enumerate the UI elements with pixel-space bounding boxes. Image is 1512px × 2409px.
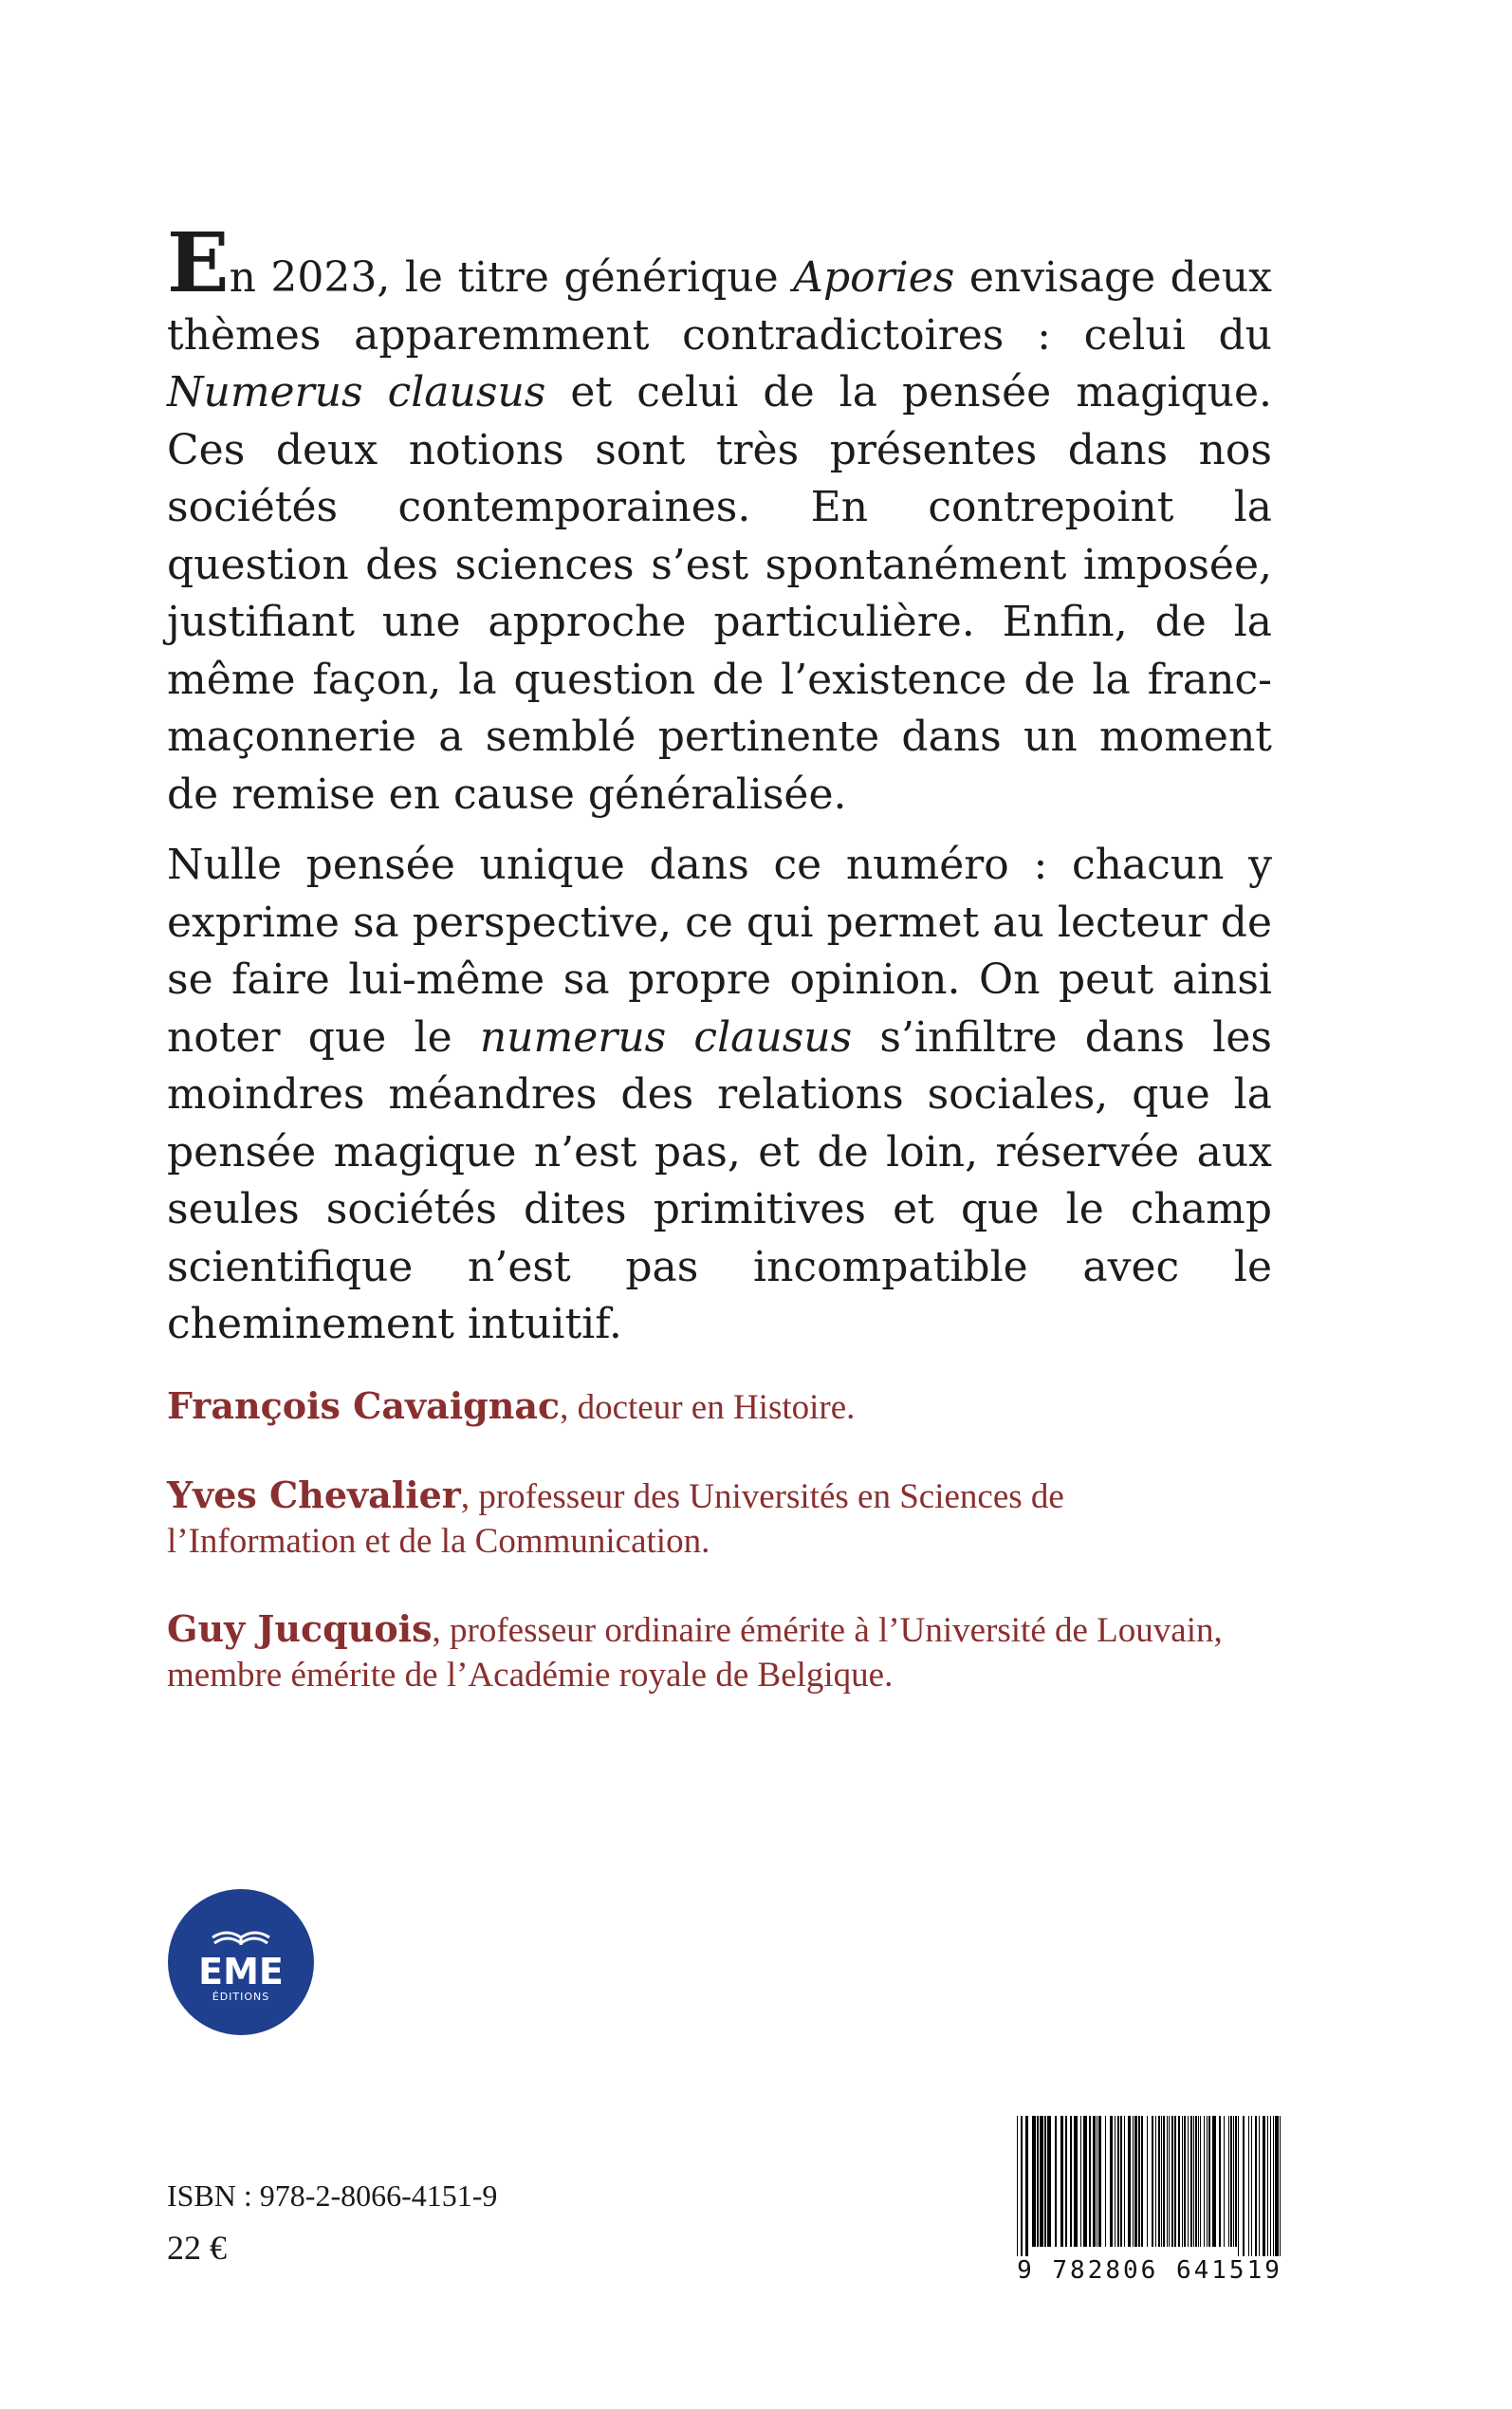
barcode-bar xyxy=(1208,2116,1210,2247)
barcode-bar xyxy=(1158,2116,1160,2247)
barcode-bar xyxy=(1021,2116,1023,2256)
barcode-bar xyxy=(1195,2116,1197,2247)
barcode-number: 9 782806 641519 xyxy=(1017,2256,1282,2285)
author-name: François Cavaignac xyxy=(167,1384,561,1427)
barcode-bar xyxy=(1200,2116,1201,2247)
isbn: ISBN : 978-2-8066-4151-9 xyxy=(167,2178,498,2213)
barcode-bar xyxy=(1089,2116,1091,2247)
barcode-bar xyxy=(1230,2116,1232,2247)
barcode-bar xyxy=(1128,2116,1131,2247)
barcode-bar xyxy=(1184,2116,1186,2247)
barcode-bar xyxy=(1161,2116,1162,2247)
barcode-bar xyxy=(1044,2116,1046,2247)
barcode-bar xyxy=(1270,2116,1271,2256)
barcode-bar xyxy=(1117,2116,1119,2247)
barcode-bar xyxy=(1060,2116,1063,2247)
barcode-bar xyxy=(1219,2116,1221,2247)
barcode-bar xyxy=(1065,2116,1067,2247)
barcode-bar xyxy=(1080,2116,1081,2247)
barcode-bar xyxy=(1138,2116,1140,2247)
barcode-bar xyxy=(1255,2116,1257,2256)
barcode-bar xyxy=(1134,2116,1137,2247)
drop-cap: E xyxy=(167,215,230,311)
barcode-bar xyxy=(1025,2116,1028,2256)
barcode-bar xyxy=(1233,2116,1234,2247)
barcode-bar xyxy=(1193,2116,1194,2247)
barcode-bar xyxy=(1155,2116,1156,2247)
barcode-bar xyxy=(1198,2116,1199,2247)
barcode-bar xyxy=(1228,2116,1229,2247)
barcode-bar xyxy=(1273,2116,1274,2256)
barcode-bar xyxy=(1152,2116,1153,2247)
author-description: , professeur ordinaire émérite à l’Université de Louvain, membre émérite de l’Académie royale de Belgique. xyxy=(167,1611,1223,1695)
barcode-bar xyxy=(1171,2116,1173,2247)
blurb-paragraph-2: Nulle pensée unique dans ce numéro : chacun y exprime sa perspective, ce qui permet au lecteur de se faire lui-même sa propre opinion. On peut ainsi noter que le numerus clausus s’infiltre dans les moindres méandres des relations sociales, que la pensée magique n’est pas, et de loin, réservée aux seules sociétés dites primitives et que le champ scientifique n’est pas incompatible avec le cheminement intuitif. xyxy=(167,841,1272,1348)
logo-subtext: ÉDITIONS xyxy=(212,1991,270,2003)
publisher-logo xyxy=(167,1888,315,2036)
barcode-bar xyxy=(1263,2116,1265,2256)
barcode-bar xyxy=(1167,2116,1168,2247)
barcode-bar xyxy=(1190,2116,1192,2247)
author-name: Guy Jucquois xyxy=(167,1607,433,1650)
barcode-bar xyxy=(1204,2116,1205,2247)
barcode-bar xyxy=(1037,2116,1039,2247)
barcode-bar xyxy=(1207,2116,1208,2247)
barcode xyxy=(1007,2116,1292,2292)
barcode-bar xyxy=(1235,2116,1237,2247)
barcode-bar xyxy=(1251,2116,1252,2256)
barcode-bar xyxy=(1275,2116,1279,2256)
barcode-bar xyxy=(1147,2116,1148,2247)
barcode-bar xyxy=(1163,2116,1165,2247)
barcode-bar xyxy=(1224,2116,1225,2247)
barcode-bar xyxy=(1105,2116,1106,2247)
barcode-bar xyxy=(1212,2116,1216,2247)
author-entry xyxy=(167,1606,1239,1697)
barcode-bar xyxy=(1047,2116,1051,2247)
barcode-bar xyxy=(1074,2116,1078,2247)
author-description: , professeur des Universités en Sciences de l’Information et de la Communication. xyxy=(167,1477,1064,1561)
barcode-bar xyxy=(1174,2116,1176,2247)
barcode-bar xyxy=(1098,2116,1101,2247)
barcode-bar xyxy=(1141,2116,1143,2247)
barcode-bar xyxy=(1182,2116,1183,2247)
barcode-bar xyxy=(1032,2116,1036,2247)
barcode-bar xyxy=(1093,2116,1096,2247)
barcode-bar xyxy=(1083,2116,1087,2247)
barcode-bars xyxy=(1007,2116,1292,2256)
barcode-bar xyxy=(1267,2116,1268,2256)
barcode-bar xyxy=(1017,2116,1018,2256)
barcode-bar xyxy=(1169,2116,1170,2247)
author-list xyxy=(167,1383,1239,1740)
barcode-bar xyxy=(1133,2116,1134,2247)
blurb xyxy=(167,215,1272,1367)
barcode-bar xyxy=(1115,2116,1116,2247)
barcode-bar xyxy=(1110,2116,1113,2247)
barcode-bar xyxy=(1280,2116,1281,2256)
barcode-bar xyxy=(1238,2116,1239,2256)
barcode-bar xyxy=(1040,2116,1043,2247)
barcode-bar xyxy=(1243,2116,1245,2256)
barcode-bar xyxy=(1188,2116,1189,2247)
barcode-bar xyxy=(1259,2116,1260,2256)
barcode-bar xyxy=(1124,2116,1125,2247)
barcode-bar xyxy=(1178,2116,1180,2247)
author-name: Yves Chevalier xyxy=(167,1473,461,1516)
barcode-bar xyxy=(1248,2116,1249,2256)
author-entry xyxy=(167,1383,1239,1430)
price: 22 € xyxy=(167,2229,227,2267)
barcode-bar xyxy=(1055,2116,1057,2247)
barcode-bar xyxy=(1070,2116,1072,2247)
author-description: , docteur en Histoire. xyxy=(560,1388,856,1427)
author-entry xyxy=(167,1473,1239,1564)
logo-text: EME xyxy=(198,1951,284,1992)
blurb-paragraph-1: En 2023, le titre générique Apories envisage deux thèmes apparemment contradictoires : celui du Numerus clausus et celui de la pensée magique. Ces deux notions sont très présentes dans nos sociétés contemporaines. En contrepoint la question des sciences s’est spontanément imposée, justifiant une approche particulière. Enfin, de la même façon, la question de l’existence de la franc-maçonnerie a semblé pertinente dans un moment de remise en cause généralisée. xyxy=(167,215,1272,819)
barcode-bar xyxy=(1120,2116,1122,2247)
